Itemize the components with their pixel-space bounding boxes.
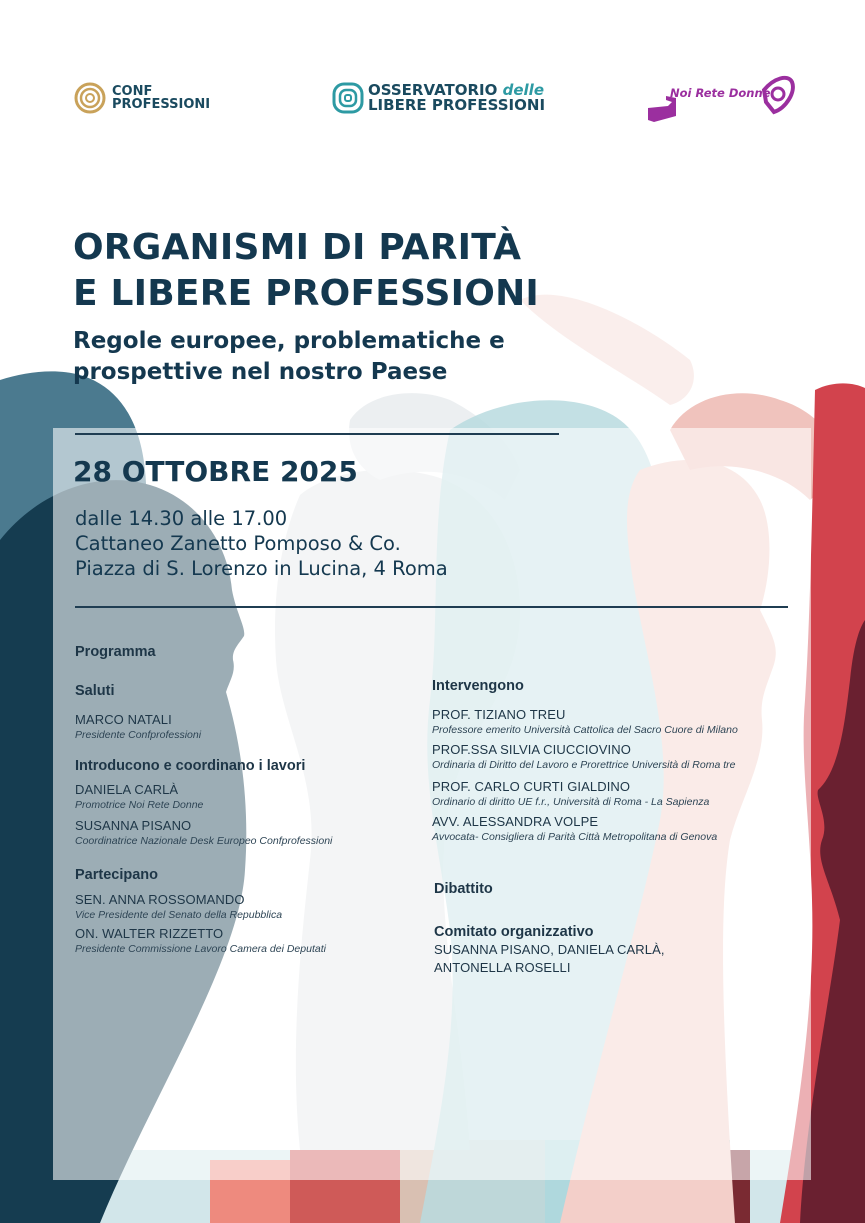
divider-top (75, 433, 559, 435)
confprofessioni-mark-icon (74, 82, 106, 114)
main-title (73, 225, 539, 317)
confprofessioni-line1: CONF (112, 84, 153, 99)
speaker-role: Professore emerito Università Cattolica del Sacro Cuore di Milano (432, 724, 738, 736)
dibattito-heading: Dibattito (434, 881, 493, 897)
title-line1: ORGANISMI DI PARITÀ (73, 227, 522, 268)
osservatorio-line1-a: OSSERVATORIO (368, 81, 498, 99)
confprofessioni-logo (74, 82, 210, 114)
event-time: dalle 14.30 alle 17.00 (75, 507, 288, 530)
event-details (75, 506, 448, 581)
speaker-role: Ordinario di diritto UE f.r., Università di Roma - La Sapienza (432, 796, 710, 808)
subtitle-line2: prospettive nel nostro Paese (73, 359, 448, 385)
subtitle-line1: Regole europee, problematiche e (73, 328, 505, 354)
introducono-heading: Introducono e coordinano i lavori (75, 758, 306, 774)
event-venue: Cattaneo Zanetto Pomposo & Co. (75, 532, 401, 555)
speaker-role: Vice Presidente del Senato della Repubblica (75, 909, 283, 921)
partecipano-heading: Partecipano (75, 867, 158, 883)
speaker-name: ON. WALTER RIZZETTO (75, 926, 224, 941)
speaker-role: Coordinatrice Nazionale Desk Europeo Confprofessioni (75, 835, 333, 847)
speaker-name: AVV. ALESSANDRA VOLPE (432, 814, 599, 829)
event-date: 28 OTTOBRE 2025 (73, 455, 358, 488)
divider-middle (75, 606, 788, 608)
osservatorio-mark-icon (332, 82, 364, 114)
comitato-line1: SUSANNA PISANO, DANIELA CARLÀ, (434, 942, 665, 957)
saluti-heading: Saluti (75, 683, 115, 699)
speaker-role: Promotrice Noi Rete Donne (75, 799, 204, 811)
speaker-role: Presidente Commissione Lavoro Camera dei Deputati (75, 943, 326, 955)
speaker-name: PROF. TIZIANO TREU (432, 707, 566, 722)
osservatorio-line1-b: delle (502, 81, 544, 99)
speaker-name: PROF. CARLO CURTI GIALDINO (432, 779, 631, 794)
speaker-role: Ordinaria di Diritto del Lavoro e Prorettrice Università di Roma tre (432, 759, 736, 771)
speaker-name: DANIELA CARLÀ (75, 782, 179, 797)
speaker-name: SEN. ANNA ROSSOMANDO (75, 892, 245, 907)
noi-rete-donne-text: Noi Rete Donne (670, 86, 771, 100)
speaker-name: MARCO NATALI (75, 712, 172, 727)
speaker-name: PROF.SSA SILVIA CIUCCIOVINO (432, 742, 631, 757)
title-line2: E LIBERE PROFESSIONI (73, 273, 539, 314)
osservatorio-line2: LIBERE PROFESSIONI (368, 96, 546, 114)
programma-heading: Programma (75, 644, 156, 660)
osservatorio-logo (332, 82, 545, 114)
comitato-line2: ANTONELLA ROSELLI (434, 960, 571, 975)
comitato-heading: Comitato organizzativo (434, 924, 594, 940)
confprofessioni-line2: PROFESSIONI (112, 97, 211, 112)
speaker-name: SUSANNA PISANO (75, 818, 192, 833)
subtitle (73, 326, 505, 388)
noi-rete-donne-logo (646, 72, 796, 126)
event-address: Piazza di S. Lorenzo in Lucina, 4 Roma (75, 557, 448, 580)
speaker-role: Presidente Confprofessioni (75, 729, 202, 741)
intervengono-heading: Intervengono (432, 678, 524, 694)
speaker-role: Avvocata- Consigliera di Parità Città Metropolitana di Genova (432, 831, 718, 843)
